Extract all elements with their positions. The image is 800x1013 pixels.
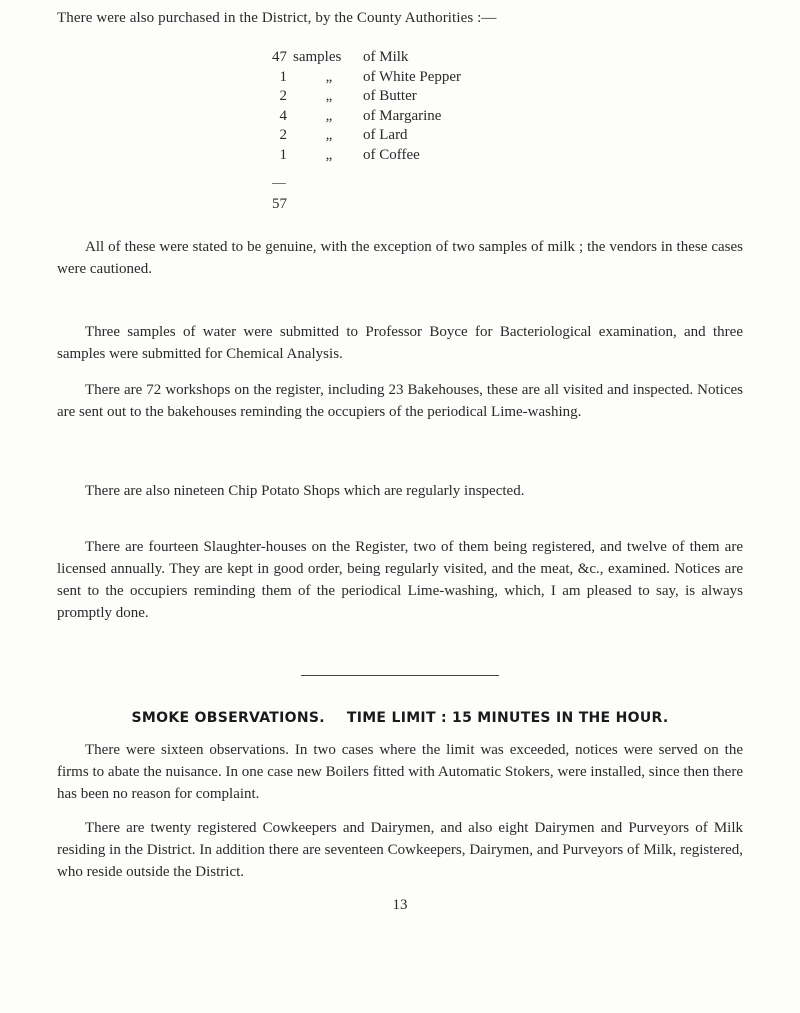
- sample-row: [262, 107, 461, 127]
- sample-unit: „: [325, 88, 333, 105]
- total-rule: [272, 183, 286, 184]
- sample-row: [262, 87, 461, 107]
- sample-count: 1: [279, 68, 287, 85]
- sample-item: of White Pepper: [363, 68, 462, 85]
- paragraph-slaughter-houses: There are fourteen Slaughter-houses on the Register, two of them being registered, and twelve of them are licensed annually. They are kept in good order, being regularly visited, and the meat, &c., examined. Notices are sent to the occupiers reminding them of the periodical Lime-washing, which, I am pleased to say, is always promptly done.: [57, 539, 743, 621]
- intro-line: There were also purchased in the District, by the County Authorities :—: [57, 10, 497, 26]
- sample-item: of Coffee: [363, 146, 420, 163]
- sample-item: of Lard: [363, 127, 408, 144]
- sample-unit: „: [325, 68, 333, 85]
- paragraph-genuine: All of these were stated to be genuine, with the exception of two samples of milk ; the vendors in these cases were cautioned.: [57, 239, 743, 277]
- section-divider: [301, 675, 499, 676]
- sample-row: [262, 126, 461, 146]
- sample-count: 1: [279, 146, 287, 163]
- paragraph-chip-shops: There are also nineteen Chip Potato Shops which are regularly inspected.: [85, 483, 525, 499]
- sample-row: [262, 146, 461, 166]
- samples-total: 57: [272, 196, 287, 212]
- sample-row: [262, 48, 461, 68]
- sample-unit: „: [325, 107, 333, 124]
- paragraph-water: Three samples of water were submitted to Professor Boyce for Bacteriological examination, and three samples were submitted for Chemical Analysis.: [57, 324, 743, 362]
- paragraph-smoke: There were sixteen observations. In two cases where the limit was exceeded, notices were served on the firms to abate the nuisance. In one case new Boilers fitted with Automatic Stokers, were installed, since then there has been no reason for complaint.: [57, 742, 743, 802]
- paragraph-workshops: There are 72 workshops on the register, including 23 Bakehouses, these are all visited and inspected. Notices are sent out to the bakehouses reminding the occupiers of the periodical Lime-washing.: [57, 382, 743, 420]
- heading-title: SMOKE OBSERVATIONS.: [131, 710, 325, 726]
- samples-table: [262, 48, 461, 166]
- heading-time-limit: TIME LIMIT : 15 MINUTES IN THE HOUR.: [346, 710, 669, 726]
- sample-count: 2: [279, 127, 287, 144]
- smoke-observations-heading: [0, 710, 800, 726]
- sample-item: of Butter: [363, 88, 417, 105]
- sample-count: 47: [272, 49, 287, 65]
- sample-unit: samples: [293, 49, 342, 65]
- sample-row: [262, 68, 461, 88]
- paragraph-cowkeepers: There are twenty registered Cowkeepers and Dairymen, and also eight Dairymen and Purveyors of Milk residing in the District. In addition there are seventeen Cowkeepers, Dairymen, and Purveyors of Milk, registered, who reside outside the District.: [57, 820, 743, 880]
- sample-count: 2: [279, 88, 287, 105]
- sample-unit: „: [325, 127, 333, 144]
- page-number: 13: [392, 897, 408, 913]
- sample-unit: „: [325, 146, 333, 163]
- sample-item: of Milk: [363, 49, 409, 65]
- sample-item: of Margarine: [363, 107, 442, 124]
- sample-count: 4: [279, 107, 287, 124]
